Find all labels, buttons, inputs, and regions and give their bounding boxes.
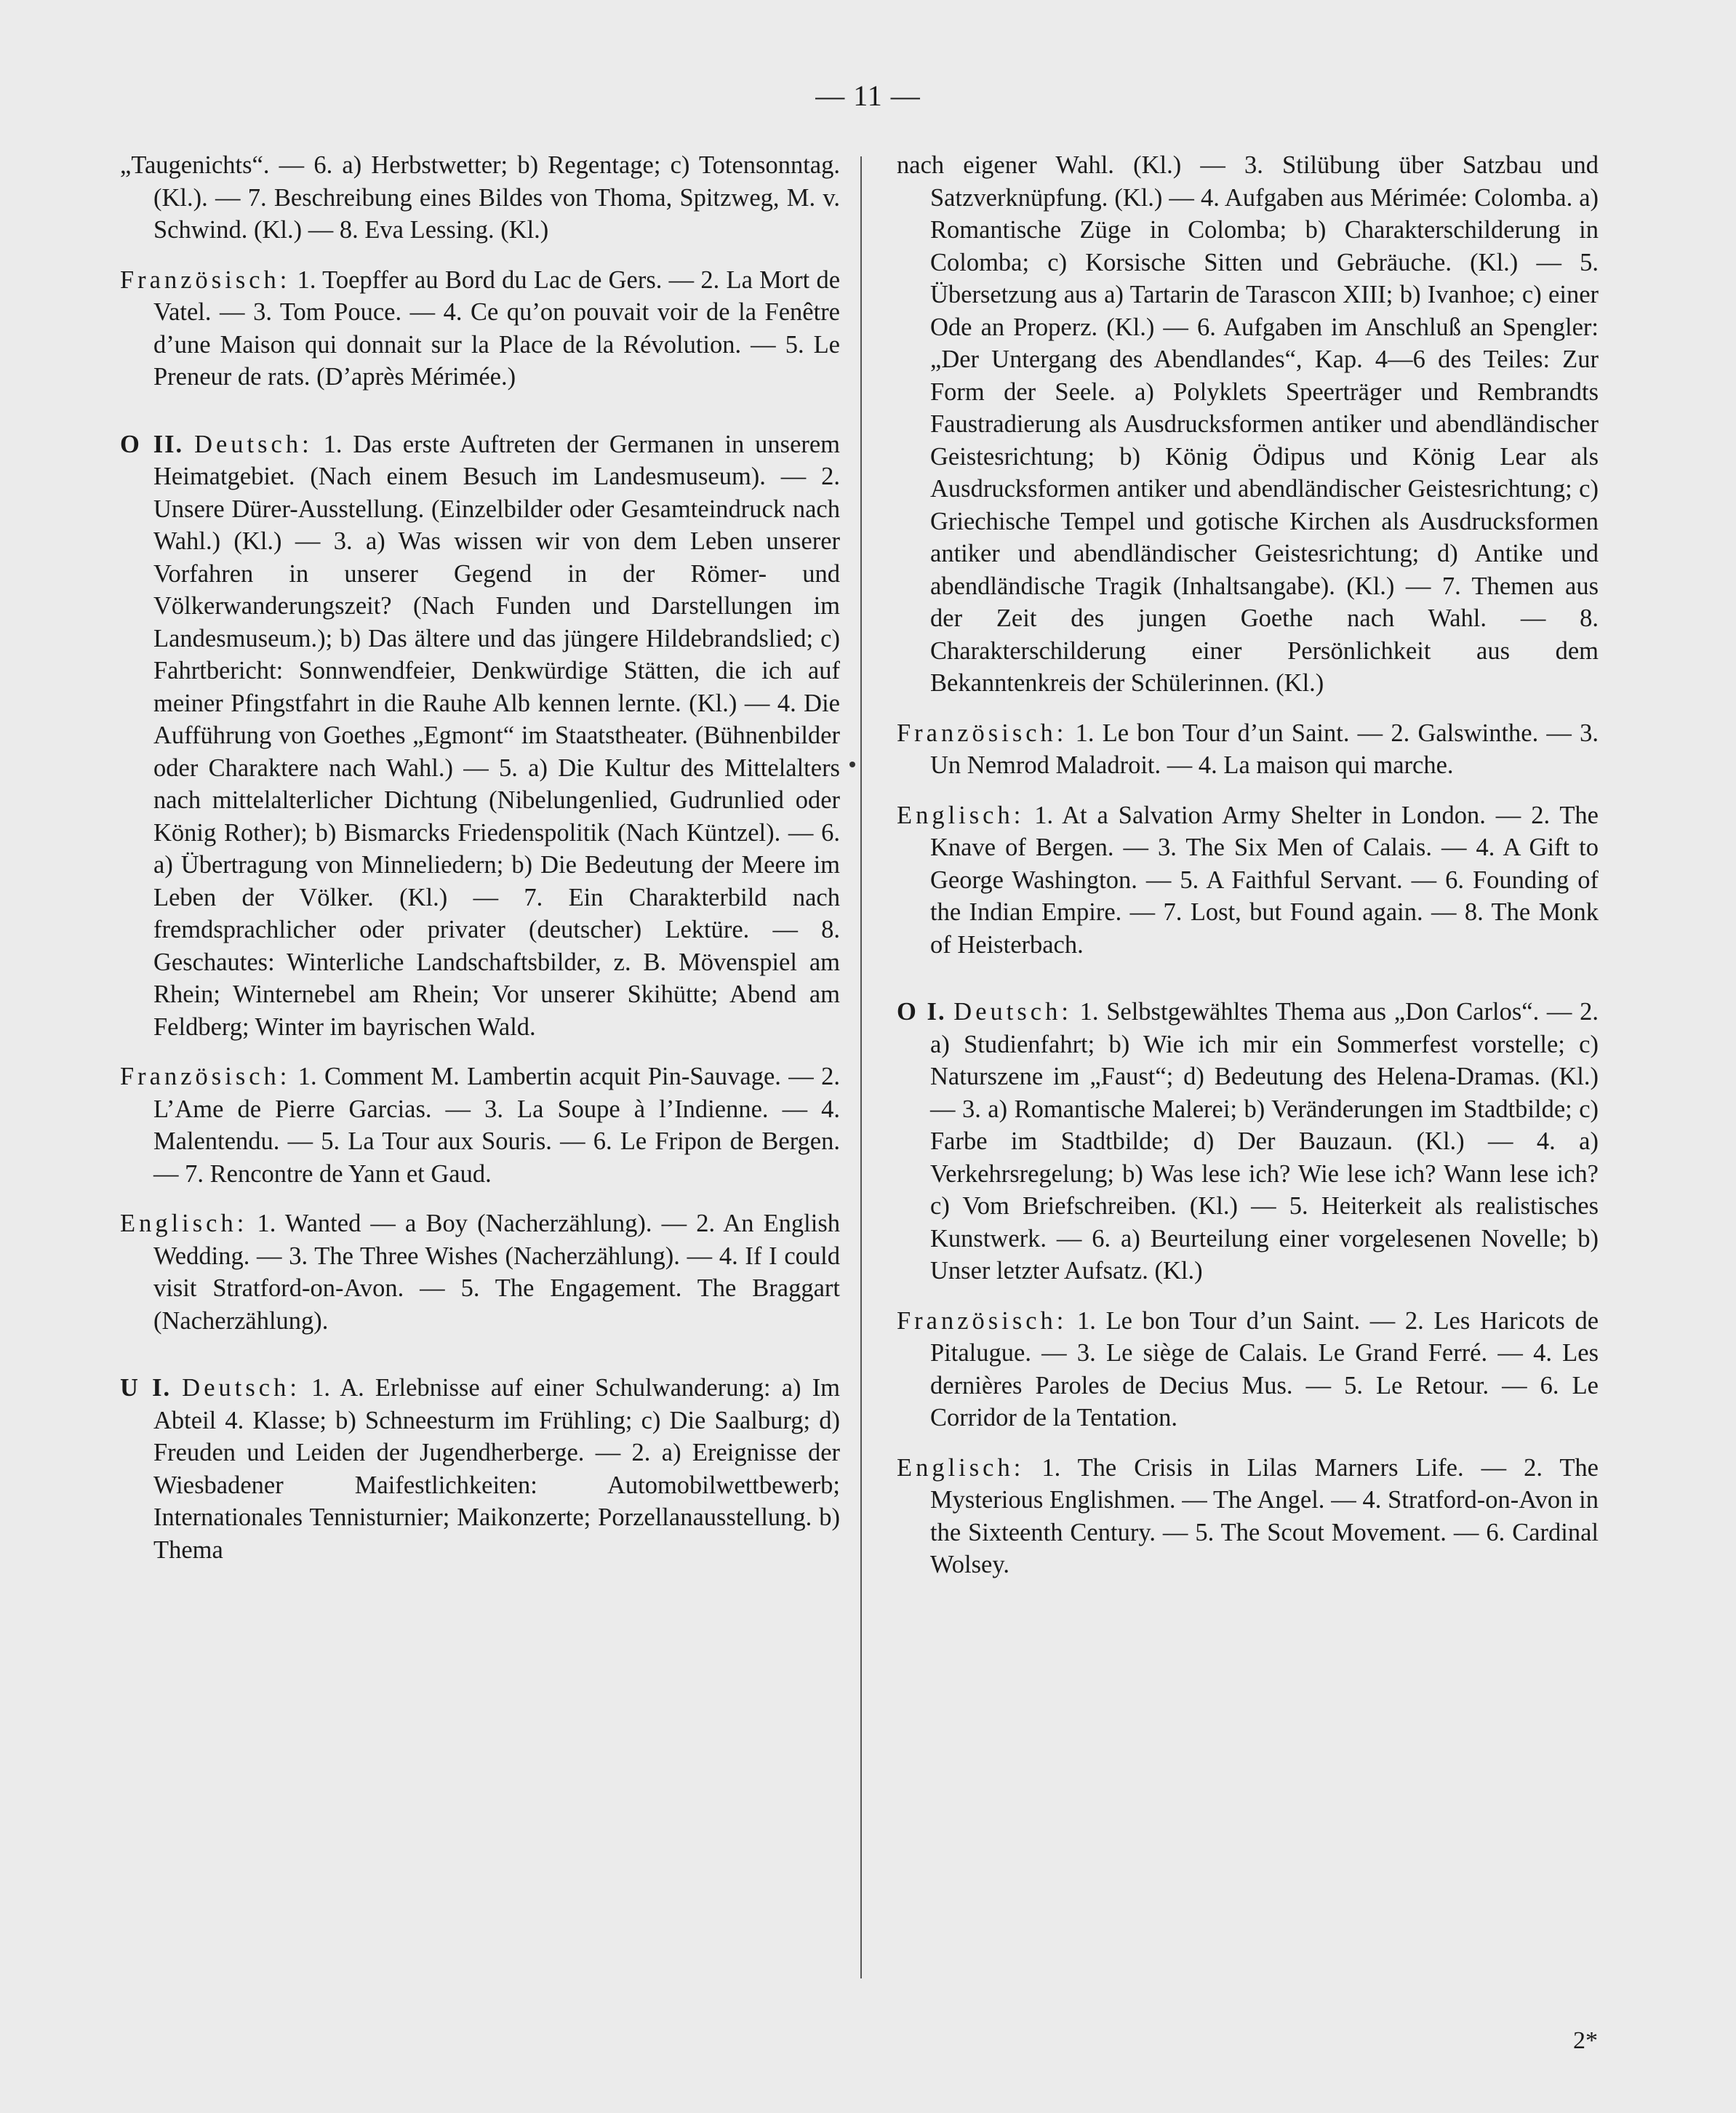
paragraph-continued-german-ui (897, 149, 1599, 700)
paragraph-text: 1. Wanted — a Boy (Nacherzählung). — 2. An English Wedding. — 3. The Three Wishes (Nacherzählung). — 4. If I could visit Stratford-on-Avon. — 5. The Engagement. The Braggart (Nacherzählung). (153, 1210, 840, 1335)
paragraph-german-oi (897, 996, 1599, 1287)
paragraph-english-ui (897, 799, 1599, 962)
printer-signature: 2* (1573, 2027, 1598, 2054)
class-label: O I. (897, 998, 946, 1026)
class-label: O II. (120, 430, 184, 458)
paragraph-text: 1. Comment M. Lambertin acquit Pin-Sauvage. — 2. L’Ame de Pierre Garcias. — 3. La Soupe à l’Indienne. — 4. Malentendu. — 5. La Tour aux Souris. — 6. Le Fripon de Bergen. — 7. Rencontre de Yann et Gaud. (153, 1063, 840, 1188)
left-column (120, 149, 840, 1566)
subject-label: Englisch: (897, 801, 1025, 829)
subject-label: Deutsch: (194, 430, 313, 458)
paragraph-text: „Taugenichts“. — 6. a) Herbstwetter; b) Regentage; c) Totensonntag. (Kl.). — 7. Beschreibung eines Bildes von Thoma, Spitzweg, M. v. Schwind. (Kl.) — 8. Eva Lessing. (Kl.) (120, 151, 840, 244)
paragraph-text: 1. Le bon Tour d’un Saint. — 2. Galswinthe. — 3. Un Nemrod Maladroit. — 4. La maison qui marche. (930, 719, 1599, 779)
paragraph-french-uii (120, 264, 840, 394)
paragraph-continued-german (120, 149, 840, 247)
subject-label: Französisch: (120, 1063, 291, 1090)
subject-label: Deutsch: (953, 998, 1072, 1026)
paragraph-text: 1. At a Salvation Army Shelter in London. — 2. The Knave of Bergen. — 3. The Six Men of Calais. — 4. A Gift to George Washington. — 5. A Faithful Servant. — 6. Founding of the Indian Empire. — 7. Lost, but Found again. — 8. The Monk of Heisterbach. (930, 801, 1599, 959)
paragraph-text: 1. A. Erlebnisse auf einer Schulwanderung: a) Im Abteil 4. Klasse; b) Schneesturm im Frühling; c) Die Saalburg; d) Freuden und Leiden der Jugendherberge. — 2. a) Ereignisse der Wiesbadener Maifestlichkeiten: Automobilwettbewerb; Internationales Tennisturnier; Maikonzerte; Porzellanausstellung. b) Thema (153, 1374, 841, 1564)
subject-label: Französisch: (120, 265, 291, 294)
paragraph-german-oii (120, 428, 840, 1044)
subject-label: Französisch: (897, 1306, 1068, 1335)
paragraph-german-ui (120, 1372, 840, 1566)
column-divider (860, 156, 862, 1978)
paragraph-text: nach eigener Wahl. (Kl.) — 3. Stilübung über Satzbau und Satzverknüpfung. (Kl.) — 4. Aufgaben aus Mérimée: Colomba. a) Romantische Züge in Colomba; b) Charakterschilderung in Colomba; c) Korsische Sitten und Gebräuche. (Kl.) — 5. Übersetzung aus a) Tartarin de Tarascon XIII; b) Ivanhoe; c) einer Ode an Properz. (Kl.) — 6. Aufgaben im Anschluß an Spengler: „Der Untergang des Abendlandes“, Kap. 4—6 des Teiles: Zur Form der Seele. a) Polyklets Speerträger und Rembrandts Faustradierung als Ausdrucksformen antiker und abendländischer Geistesrichtung; b) König Ödipus und König Lear als Ausdrucksformen antiker und abendländischer Geistesrichtung; c) Griechische Tempel und gotische Kirchen als Ausdrucksformen antiker und abendländischer Geistesrichtung; d) Antike und abendländische Tragik (Inhaltsangabe). (Kl.) — 7. Themen aus der Zeit des jungen Goethe nach Wahl. — 8. Charakterschilderung einer Persönlichkeit aus dem Bekanntenkreis der Schülerinnen. (Kl.) (897, 151, 1599, 697)
subject-label: Deutsch: (182, 1374, 300, 1402)
paragraph-text: 1. Selbstgewähltes Thema aus „Don Carlos“. — 2. a) Studienfahrt; b) Wie ich mir ein Sommerfest vorstelle; c) Naturszene im „Faust“; d) Bedeutung des Helena-Dramas. (Kl.) — 3. a) Romantische Malerei; b) Veränderungen im Stadtbilde; c) Farbe im Stadtbilde; d) Der Bauzaun. (Kl.) — 4. a) Verkehrsregelung; b) Was lese ich? Wie lese ich? Wann lese ich? c) Vom Briefschreiben. (Kl.) — 5. Heiterkeit als realistisches Kunstwerk. — 6. a) Beurteilung einer vorgelesenen Novelle; b) Unser letzter Aufsatz. (Kl.) (930, 998, 1599, 1285)
paragraph-french-ui (897, 717, 1599, 782)
paragraph-text: 1. Le bon Tour d’un Saint. — 2. Les Haricots de Pitalugue. — 3. Le siège de Calais. Le Grand Ferré. — 4. Les dernières Paroles de Decius Mus. — 5. Le Retour. — 6. Le Corridor de la Tentation. (930, 1306, 1599, 1431)
right-column (897, 149, 1599, 1581)
page-number: — 11 — (815, 79, 921, 112)
paragraph-french-oi (897, 1305, 1599, 1434)
paragraph-english-oi (897, 1452, 1599, 1581)
paragraph-text: 1. The Crisis in Lilas Marners Life. — 2. The Mysterious Englishmen. — The Angel. — 4. Stratford-on-Avon in the Sixteenth Century. — 5. The Scout Movement. — 6. Cardinal Wolsey. (930, 1453, 1599, 1578)
class-label: U I. (120, 1374, 172, 1402)
paragraph-text: 1. Das erste Auftreten der Germanen in unserem Heimatgebiet. (Nach einem Besuch im Landesmuseum). — 2. Unsere Dürer-Ausstellung. (Einzelbilder oder Gesamteindruck nach Wahl.) (Kl.) — 3. a) Was wissen wir von dem Leben unserer Vorfahren in unserer Gegend in der Römer- und Völkerwanderungszeit? (Nach Funden und Darstellungen im Landesmuseum.); b) Das ältere und das jüngere Hildebrandslied; c) Fahrtbericht: Sonnwendfeier, Denkwürdige Stätten, die ich auf meiner Pfingstfahrt in die Rauhe Alb kennen lernte. (Kl.) — 4. Die Aufführung von Goethes „Egmont“ im Staatstheater. (Bühnenbilder oder Charaktere nach Wahl.) — 5. a) Die Kultur des Mittelalters nach mittelalterlicher Dichtung (Nibelungenlied, Gudrunlied oder König Rother); b) Bismarcks Friedenspolitik (Nach Küntzel). — 6. a) Übertragung von Minneliedern; b) Die Bedeutung der Meere im Leben der Völker. (Kl.) — 7. Ein Charakterbild nach fremdsprachlicher oder privater (deutscher) Lektüre. — 8. Geschautes: Winterliche Landschaftsbilder, z. B. Mövenspiel am Rhein; Winternebel am Rhein; Vor unserer Skihütte; Abend am Feldberg; Winter im bayrischen Wald. (153, 430, 841, 1041)
subject-label: Englisch: (897, 1453, 1025, 1482)
paragraph-text: 1. Toepffer au Bord du Lac de Gers. — 2. La Mort de Vatel. — 3. Tom Pouce. — 4. Ce qu’on pouvait voir de la Fenêtre d’une Maison qui donnait sur la Place de la Révolution. — 5. Le Preneur de rats. (D’après Mérimée.) (153, 265, 841, 391)
paragraph-english-oii (120, 1207, 840, 1337)
subject-label: Französisch: (897, 719, 1068, 747)
paragraph-french-oii (120, 1061, 840, 1190)
margin-dot (849, 762, 855, 767)
subject-label: Englisch: (120, 1210, 248, 1237)
